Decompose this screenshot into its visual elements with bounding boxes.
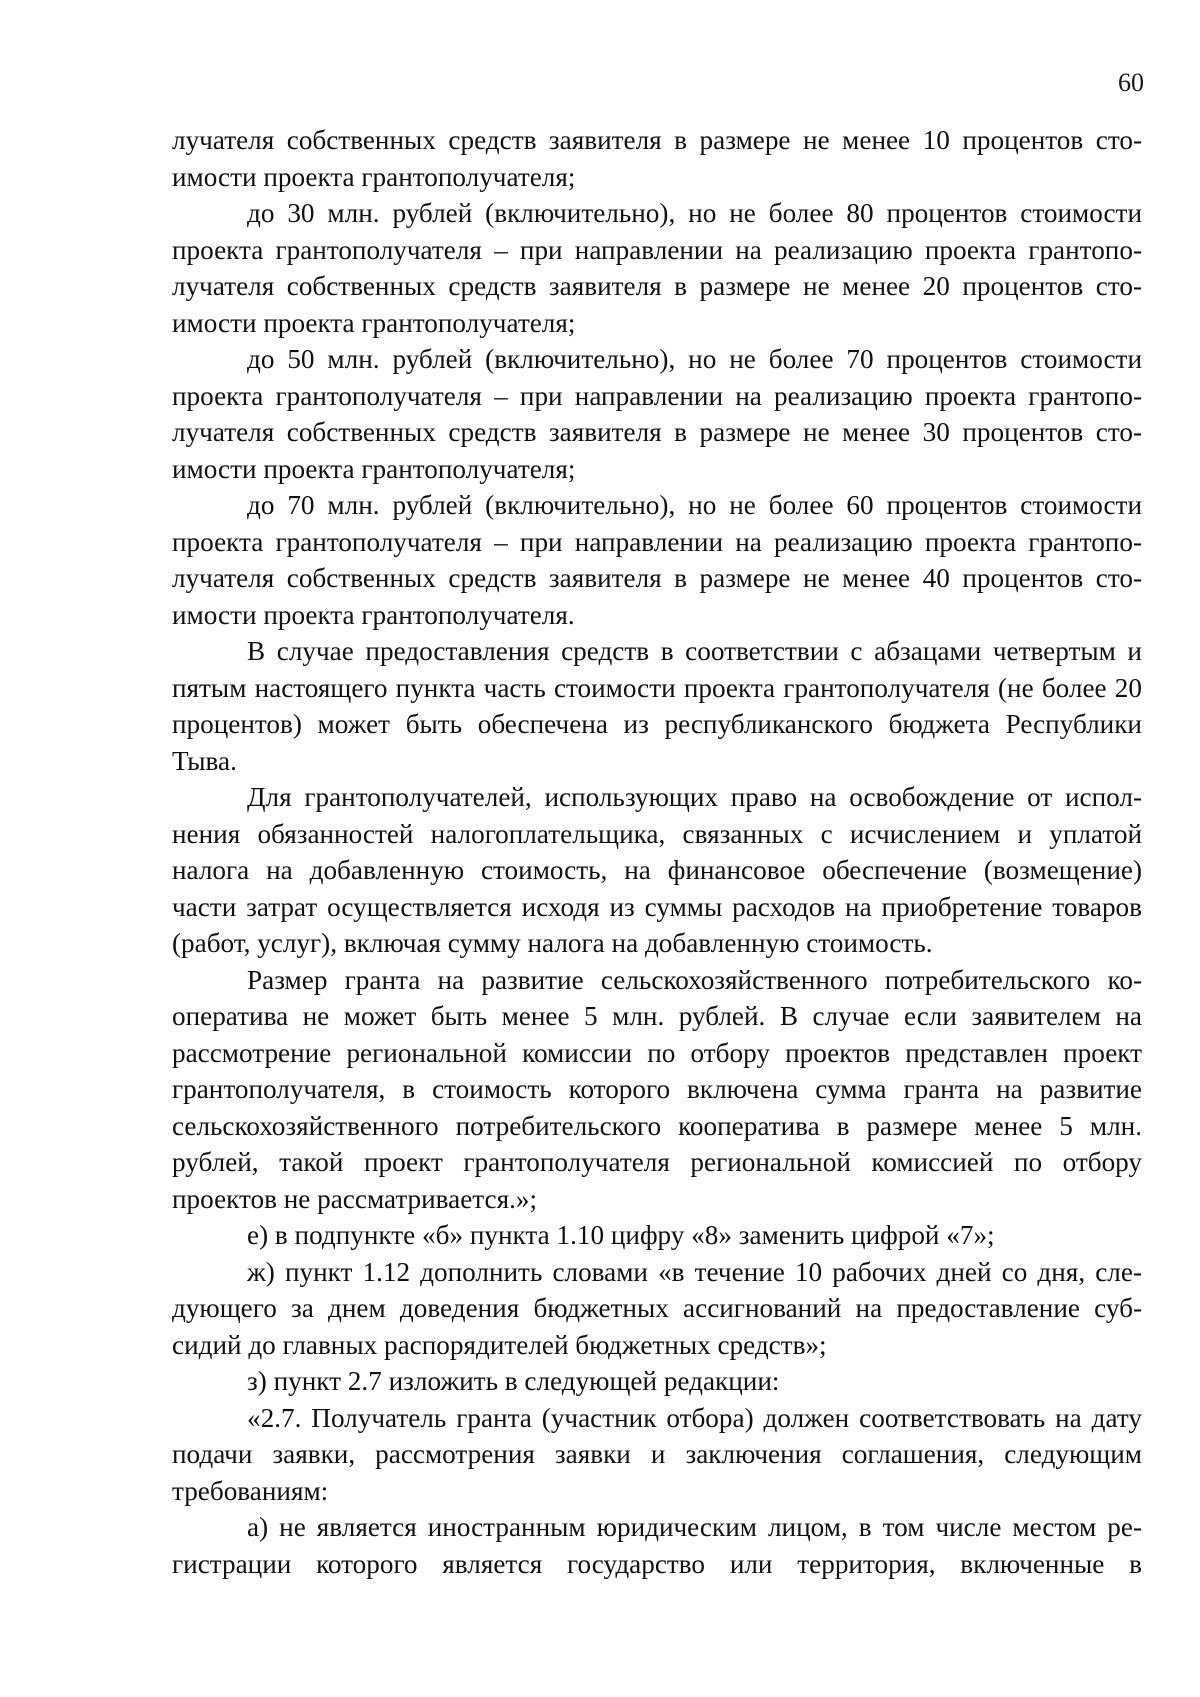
paragraph-item-a: а) не является иностранным юридическим лицом, в том числе местом регистрации которого является государство или территория, включенные в xyxy=(172,1512,1142,1579)
paragraph-grant-size: Размер гранта на развитие сельскохозяйственного потребительского кооператива не может быть менее 5 млн. рублей. В случае если заявителем на рассмотрение региональной комиссии по отбору проектов представлен проект грантополучателя, в стоимость которого включена сумма гранта на развитие сельскохозяйственного потребительского кооператива в размере менее 5 млн. рублей, такой проект грантополучателя региональной комиссией по отбору проектов не рассматривается.»; xyxy=(172,964,1142,1214)
paragraph-50-mln: до 50 млн. рублей (включительно), но не более 70 процентов стоимости проекта грантополучателя – при направлении на реализацию проекта грантополучателя собственных средств заявителя в размере не менее 30 процентов стоимости проекта грантополучателя; xyxy=(172,344,1142,484)
paragraph-item-zh: ж) пункт 1.12 дополнить словами «в течение 10 рабочих дней со дня, следующего за днем доведения бюджетных ассигнований на предоставление субсидий до главных распорядителей бюджетных средств»; xyxy=(172,1256,1142,1360)
paragraph-vat-exemption: Для грантополучателей, использующих право на освобождение от исполнения обязанностей налогоплательщика, связанных с исчислением и уплатой налога на добавленную стоимость, на финансовое обеспечение (возмещение) части затрат осуществляется исходя из суммы расходов на приобретение товаров (работ, услуг), включая сумму налога на добавленную стоимость. xyxy=(172,782,1142,958)
paragraph-2-7: «2.7. Получатель гранта (участник отбора) должен соответствовать на дату подачи заявки, рассмотрения заявки и заключения соглашения, следующим требованиям: xyxy=(172,1402,1142,1506)
paragraph-30-mln: до 30 млн. рублей (включительно), но не более 80 процентов стоимости проекта грантополучателя – при направлении на реализацию проекта грантополучателя собственных средств заявителя в размере не менее 20 процентов стоимости проекта грантополучателя; xyxy=(172,198,1142,338)
paragraph-continuation: лучателя собственных средств заявителя в размере не менее 10 процентов стоимости проекта грантополучателя; xyxy=(172,125,1142,192)
paragraph-70-mln: до 70 млн. рублей (включительно), но не более 60 процентов стоимости проекта грантополучателя – при направлении на реализацию проекта грантополучателя собственных средств заявителя в размере не менее 40 процентов стоимости проекта грантополучателя. xyxy=(172,490,1142,630)
page-number: 60 xyxy=(1118,68,1144,97)
paragraph-item-e: е) в подпункте «б» пункта 1.10 цифру «8» заменить цифрой «7»; xyxy=(247,1220,995,1250)
paragraph-item-z: з) пункт 2.7 изложить в следующей редакции: xyxy=(247,1366,780,1396)
document-body xyxy=(172,122,1142,1582)
paragraph-republican-budget: В случае предоставления средств в соответствии с абзацами четвертым и пятым настоящего пункта часть стоимости проекта грантополучателя (не более 20 процентов) может быть обеспечена из республиканского бюджета Республики Тыва. xyxy=(172,636,1142,776)
